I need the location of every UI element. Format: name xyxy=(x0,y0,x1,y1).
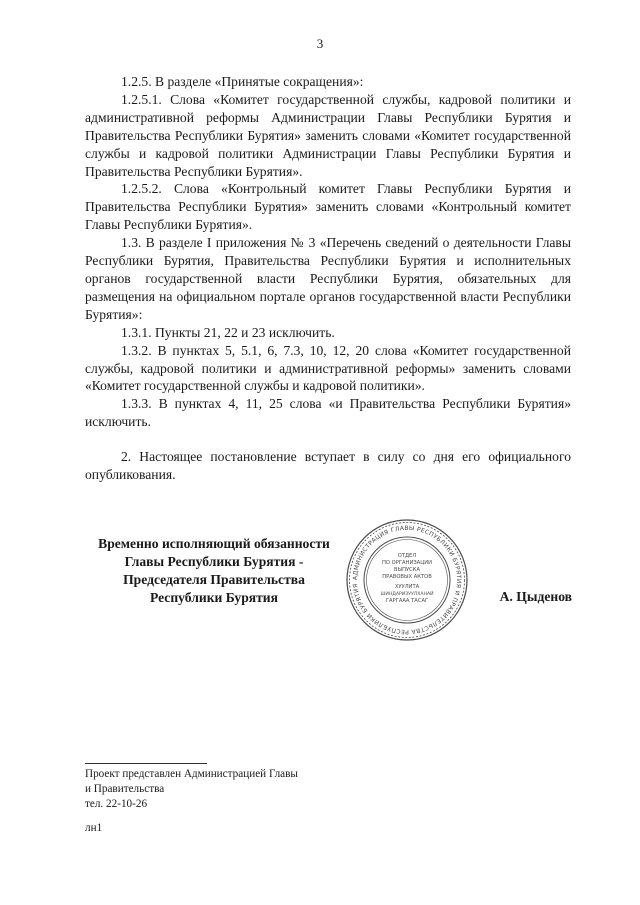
footnote-line: Проект представлен Администрацией Главы xyxy=(85,768,298,780)
paragraph-2: 2. Настоящее постановление вступает в силу со дня его официального опубликования. xyxy=(85,449,571,483)
footnote-line: тел. 22-10-26 xyxy=(85,798,148,810)
seal-center-line: ХУУЛИТА xyxy=(394,584,420,590)
paragraph-1-3-1: 1.3.1. Пункты 21, 22 и 23 исключить. xyxy=(121,324,335,340)
document-code: лн1 xyxy=(85,822,103,834)
footnote-line: и Правительства xyxy=(85,783,165,795)
seal-center-line: ОТДЕЛ xyxy=(397,553,417,559)
signatory-name: А. Цыденов xyxy=(499,589,572,604)
signatory-title-line: Республики Бурятия xyxy=(149,590,278,605)
signatory-title-line: Председателя Правительства xyxy=(123,572,305,587)
footnote-divider xyxy=(85,763,207,764)
paragraph-1-3: 1.3. В разделе I приложения № 3 «Перечень сведений о деятельности Главы Республики Бурятия, Правительства Республики Бурятия и исполнительных органов государственной власти Республики Бурятия, обязательных для размещения на официальном портале органов государственной власти Республики Бурятия»: xyxy=(85,235,571,322)
seal-center-line: ГАРГААА ТАСАГ xyxy=(385,598,429,604)
document-body xyxy=(85,73,571,484)
page-number: 3 xyxy=(316,36,324,51)
footnote xyxy=(85,767,385,836)
seal-center-line: ПРАВОВЫХ АКТОВ xyxy=(382,574,432,580)
seal-center-line: ШИНДАРИЗУУЛХАНАЙ xyxy=(380,592,434,597)
seal-center-line: ПО ОРГАНИЗАЦИИ xyxy=(381,560,433,566)
signatory-title-line: Главы Республики Бурятия - xyxy=(124,554,304,569)
paragraph-1-2-5-2: 1.2.5.2. Слова «Контрольный комитет Главы Республики Бурятия и Правительства Республики Бурятия» заменить словами «Контрольный комитет Главы Республики Бурятия». xyxy=(85,181,571,233)
paragraph-1-2-5-1: 1.2.5.1. Слова «Комитет государственной службы, кадровой политики и административной реформы Администрации Главы Республики Бурятия и Правительства Республики Бурятия» заменить словами «Комитет государственной службы и кадровой политики Администрации Главы Республики Бурятия и Правительства Республики Бурятия». xyxy=(85,91,571,179)
signatory-title xyxy=(85,535,343,607)
seal-ring-text: АДМИНИСТРАЦИЯ ГЛАВЫ РЕСПУБЛИКИ БУРЯТИЯ И ПРАВИТЕЛЬСТВА РЕСПУБЛИКИ БУРЯТИЯ xyxy=(351,524,463,636)
paragraph-1-2-5: 1.2.5. В разделе «Принятые сокращения»: xyxy=(121,74,364,89)
paragraph-1-3-2: 1.3.2. В пунктах 5, 5.1, 6, 7.3, 10, 12, 20 слова «Комитет государственной службы, кадровой политики и административной реформы» заменить словами «Комитет государственной службы и кадровой политики». xyxy=(85,342,571,394)
seal-center-line: ВЫПУСКА xyxy=(393,567,421,573)
signatory-title-line: Временно исполняющий обязанности xyxy=(98,536,330,551)
official-seal xyxy=(345,518,469,642)
paragraph-1-3-3: 1.3.3. В пунктах 4, 11, 25 слова «и Правительства Республики Бурятия» исключить. xyxy=(85,396,571,430)
